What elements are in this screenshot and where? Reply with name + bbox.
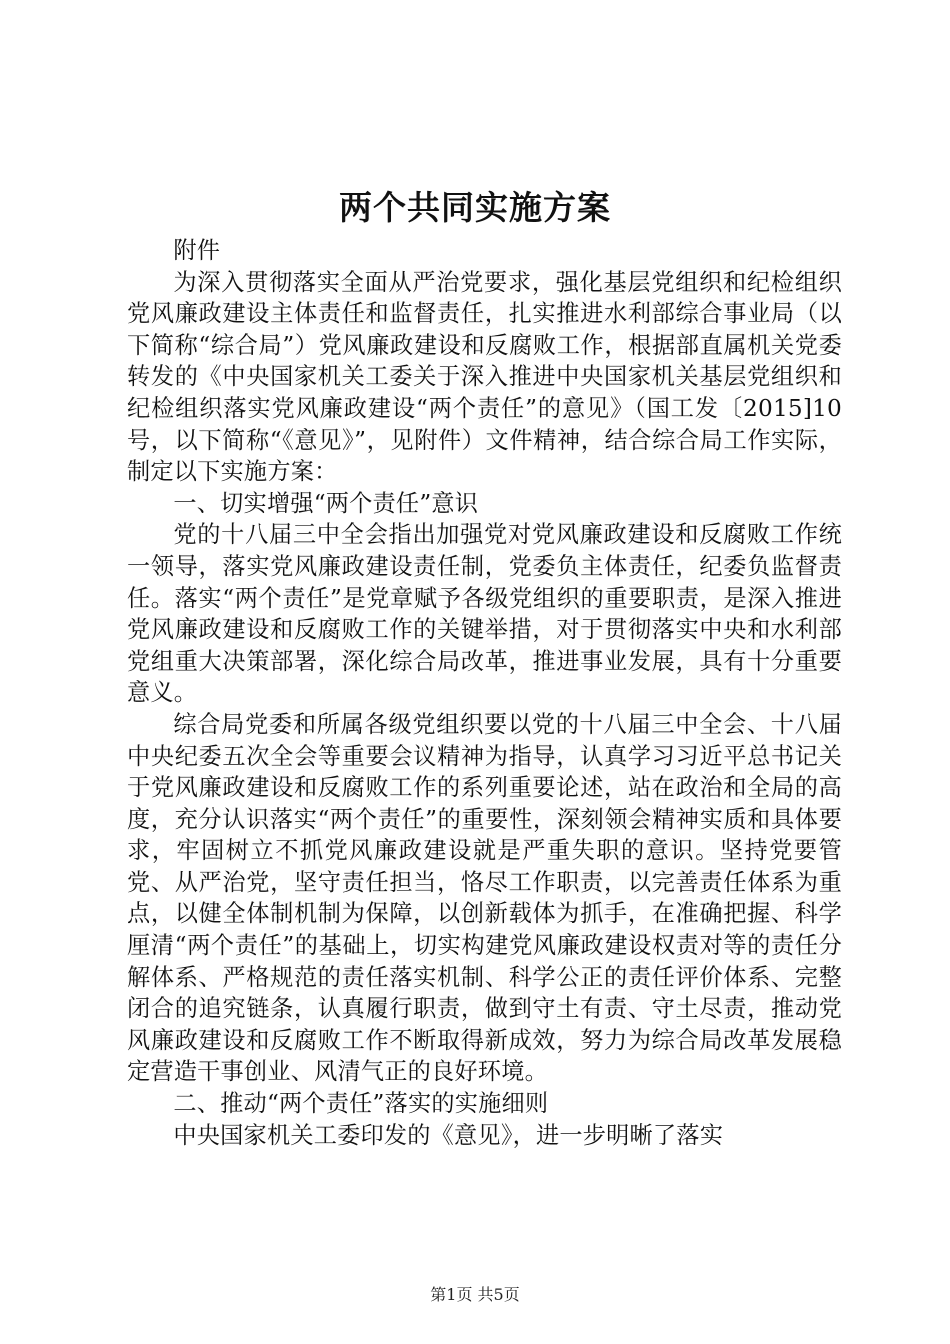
section-heading-1: 一、切实增强“两个责任”意识 xyxy=(173,489,479,517)
paragraph-attachment-label: 附件 xyxy=(173,237,221,264)
paragraph-section-2a: 中央国家机关工委印发的《意见》，进一步明晰了落实 xyxy=(173,1121,724,1149)
paragraph-section-1b: 综合局党委和所属各级党组织要以党的十八届三中全会、十八届中央纪委五次全会等重要会议精神为指导，认真学习习近平总书记关于党风廉政建设和反腐败工作的系列重要论述，站在政治和全局的高度，充分认识落实“两个责任”的重要性，深刻领会精神实质和具体要求，牢固树立不抓党风廉政建设就是严重失职的意识。坚持党要管党、从严治党，坚守责任担当，恪尽工作职责，以完善责任体系为重点，以健全体制机制为保障，以创新载体为抓手，在准确把握、科学厘清“两个责任”的基础上，切实构建党风廉政建设权责对等的责任分解体系、严格规范的责任落实机制、科学公正的责任评价体系、完整闭合的追究链条，认真履行职责，做到守土有责、守土尽责，推动党风廉政建设和反腐败工作不断取得新成效，努力为综合局改革发展稳定营造干事创业、风清气正的良好环境。 xyxy=(127,710,842,1086)
paragraph-intro: 为深入贯彻落实全面从严治党要求，强化基层党组织和纪检组织党风廉政建设主体责任和监督责任，扎实推进水利部综合事业局（以下简称“综合局”）党风廉政建设和反腐败工作，根据部直属机关党委转发的《中央国家机关工委关于深入推进中央国家机关基层党组织和纪检组织落实党风廉政建设“两个责任”的意见》（国工发〔2015]10号，以下简称“《意见》”，见附件）文件精神，结合综合局工作实际，制定以下实施方案： xyxy=(127,268,842,486)
page-footer: 第1页 共5页 xyxy=(430,1285,520,1304)
document-body xyxy=(127,235,842,1151)
paragraph-section-1a: 党的十八届三中全会指出加强党对党风廉政建设和反腐败工作统一领导，落实党风廉政建设责任制，党委负主体责任，纪委负监督责任。落实“两个责任”是党章赋予各级党组织的重要职责，是深入推进党风廉政建设和反腐败工作的关键举措，对于贯彻落实中央和水利部党组重大决策部署，深化综合局改革，推进事业发展，具有十分重要意义。 xyxy=(127,521,842,707)
section-heading-2: 二、推动“两个责任”落实的实施细则 xyxy=(173,1090,549,1118)
document-title: 两个共同实施方案 xyxy=(339,188,611,227)
